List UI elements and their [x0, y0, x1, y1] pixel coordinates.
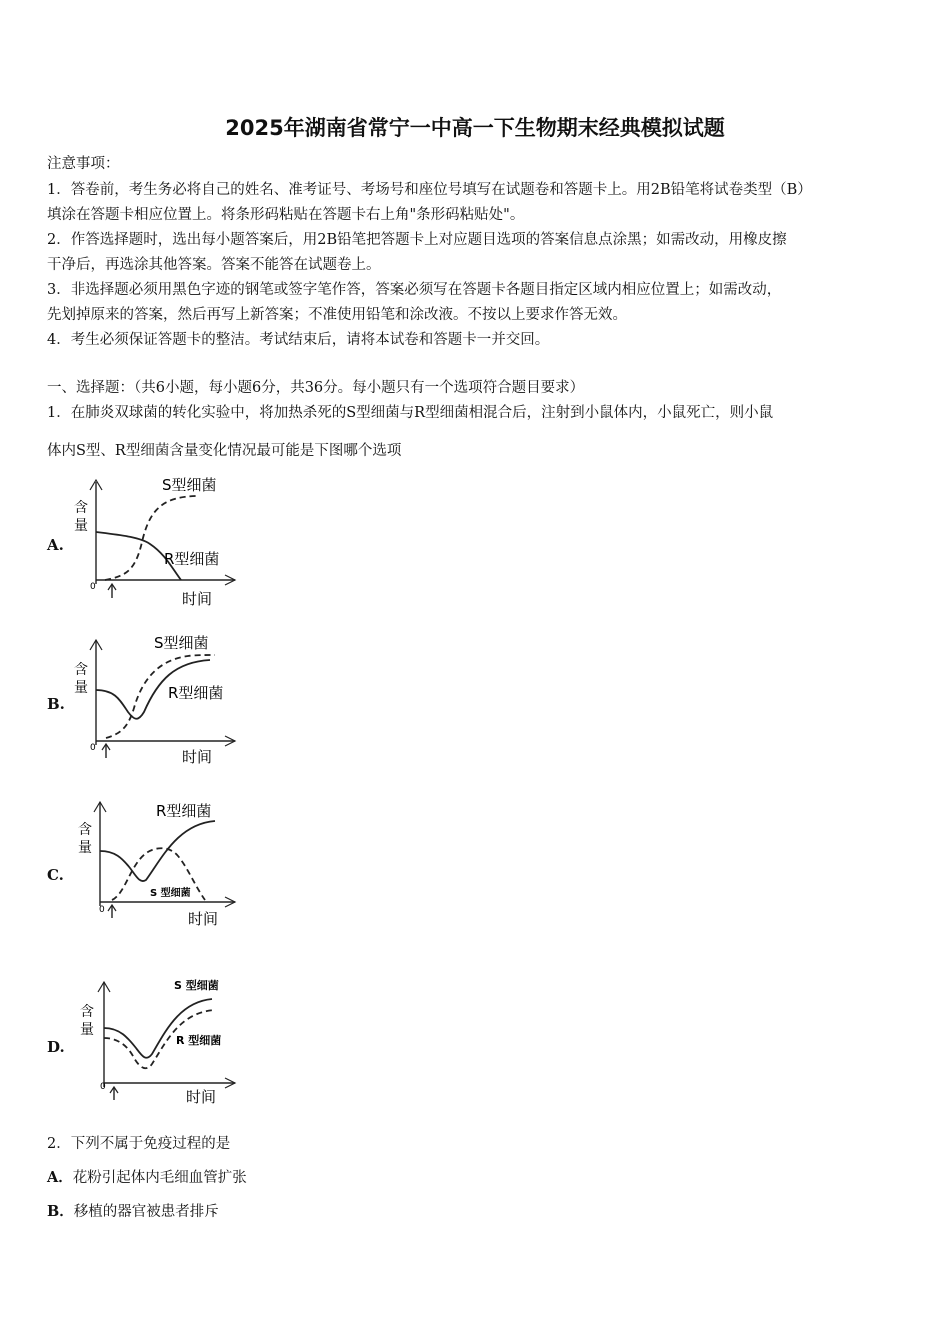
origin-label: 0: [90, 582, 96, 592]
y-axis-label-1: 含: [74, 500, 88, 516]
question-1-stem-cont: 体内S型、R型细菌含量变化情况最可能是下图哪个选项: [47, 443, 402, 459]
q2-option-a-text: 花粉引起体内毛细血管扩张: [72, 1170, 247, 1186]
x-axis-label: 时间: [182, 590, 213, 608]
question-1-stem: 1．在肺炎双球菌的转化实验中，将加热杀死的S型细菌与R型细菌相混合后，注射到小鼠体内，小鼠死亡，则小鼠: [47, 405, 774, 421]
y-axis-label-2: 量: [74, 518, 88, 534]
x-axis-label: 时间: [182, 748, 213, 766]
notice-line: 先划掉原来的答案，然后再写上新答案；不准使用铅笔和涂改液。不按以上要求作答无效。: [47, 307, 627, 323]
origin-label: 0: [100, 1082, 106, 1092]
graph-option-d: [70, 972, 245, 1112]
y-axis-label-1: 含: [78, 822, 92, 838]
q2-option-b-label: B．: [47, 1203, 74, 1220]
option-d-label[interactable]: D.: [47, 1038, 65, 1056]
graph-option-c: [70, 796, 240, 936]
s-label: S 型细菌: [150, 888, 191, 899]
r-curve: [100, 821, 215, 881]
notice-line: 4．考生必须保证答题卡的整洁。考试结束后，请将本试卷和答题卡一并交回。: [47, 332, 550, 348]
option-b-label[interactable]: B.: [47, 695, 65, 713]
q2-option-a-label: A．: [47, 1169, 73, 1186]
notice-line: 干净后，再选涂其他答案。答案不能答在试题卷上。: [47, 257, 381, 273]
r-label: R 型细菌: [176, 1034, 222, 1047]
question-2-stem: 2．下列不属于免疫过程的是: [47, 1136, 231, 1152]
notice-line: 1．答卷前，考生务必将自己的姓名、准考证号、考场号和座位号填写在试题卷和答题卡上。用2B铅笔将试卷类型（B）: [47, 182, 812, 198]
graph-option-b: [70, 630, 240, 770]
s-label: S型细菌: [162, 476, 217, 494]
r-label: R型细菌: [156, 802, 212, 820]
q2-option-a[interactable]: [47, 1166, 247, 1187]
notice-line: 2．作答选择题时，选出每小题答案后，用2B铅笔把答题卡上对应题目选项的答案信息点涂黑；如需改动，用橡皮擦: [47, 232, 787, 248]
origin-label: 0: [90, 743, 96, 753]
y-axis-label-1: 含: [80, 1004, 94, 1020]
graph-option-a: [70, 472, 240, 612]
origin-label: 0: [99, 905, 105, 915]
notice-line: 填涂在答题卡相应位置上。将条形码粘贴在答题卡右上角"条形码粘贴处"。: [47, 207, 525, 223]
s-curve: [104, 999, 212, 1058]
option-a-label[interactable]: A.: [47, 536, 64, 554]
q2-option-b[interactable]: [47, 1200, 219, 1221]
option-c-label[interactable]: C.: [47, 866, 64, 884]
notice-heading: 注意事项：: [47, 156, 120, 172]
y-axis-label-2: 量: [78, 840, 92, 856]
page-title: 2025年湖南省常宁一中高一下生物期末经典模拟试题: [225, 116, 725, 140]
notice-line: 3．非选择题必须用黑色字迹的钢笔或签字笔作答，答案必须写在答题卡各题目指定区域内相应位置上；如需改动，: [47, 282, 782, 298]
y-axis-label-1: 含: [74, 662, 88, 678]
r-label: R型细菌: [168, 684, 224, 702]
x-axis-label: 时间: [188, 910, 219, 928]
x-axis-label: 时间: [186, 1088, 217, 1106]
y-axis-label-2: 量: [74, 680, 88, 696]
section-heading: 一、选择题：（共6小题，每小题6分，共36分。每小题只有一个选项符合题目要求）: [47, 380, 585, 396]
q2-option-b-text: 移植的器官被患者排斥: [73, 1204, 219, 1220]
r-label: R型细菌: [164, 550, 220, 568]
y-axis-label-2: 量: [80, 1022, 94, 1038]
s-label: S 型细菌: [174, 979, 219, 992]
s-label: S型细菌: [154, 634, 209, 652]
